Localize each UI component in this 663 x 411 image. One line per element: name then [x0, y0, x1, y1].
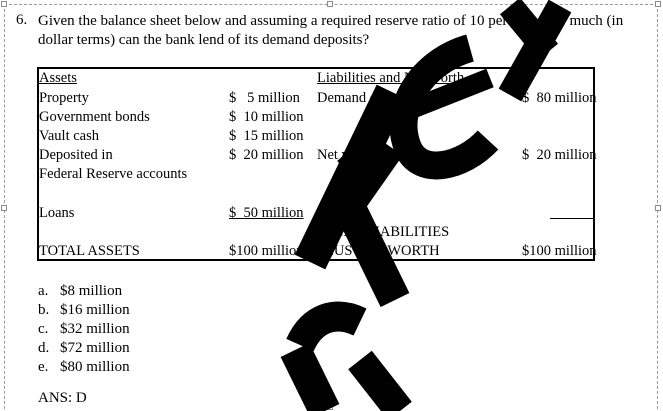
- choice-text: $16 million: [60, 302, 130, 318]
- net-worth-value: $ 20 million: [522, 147, 597, 163]
- liabilities-header: Liabilities and Net Worth: [317, 70, 465, 86]
- choice-c: [38, 321, 130, 338]
- gov-bonds-value: $ 10 million: [229, 109, 304, 125]
- resize-handle-bottom-center[interactable]: [327, 404, 333, 410]
- fed-reserve-label: Federal Reserve accounts: [39, 166, 188, 182]
- vault-cash-value: $ 15 million: [229, 128, 304, 144]
- choice-letter: e.: [38, 359, 49, 375]
- choice-letter: d.: [38, 340, 50, 356]
- choice-letter: c.: [38, 321, 49, 337]
- choice-text: $80 million: [60, 359, 130, 375]
- assets-header: Assets: [39, 70, 77, 86]
- loans-label: Loans: [39, 205, 75, 221]
- property-label: Property: [39, 90, 89, 106]
- blank-underline: [550, 218, 595, 219]
- gov-bonds-label: Government bonds: [39, 109, 150, 125]
- vault-cash-label: Vault cash: [39, 128, 99, 144]
- demand-deposits-label: Demand deposits: [317, 90, 418, 106]
- property-value: $ 5 million: [229, 90, 300, 106]
- deposited-value: $ 20 million: [229, 147, 304, 163]
- choice-letter: a.: [38, 283, 49, 299]
- total-liabilities-value: $100 million: [522, 243, 597, 259]
- resize-handle-mid-left[interactable]: [1, 205, 7, 211]
- total-assets-value: $100 million: [229, 243, 304, 259]
- total-liabilities-line2: PLUS NET WORTH: [317, 243, 440, 259]
- choice-text: $72 million: [60, 340, 130, 356]
- net-worth-label: Net worth: [317, 147, 376, 163]
- loans-value: $ 50 million: [229, 205, 304, 221]
- balance-sheet-table: [37, 67, 595, 261]
- resize-handle-mid-right[interactable]: [655, 205, 661, 211]
- resize-handle-top-right[interactable]: [655, 1, 661, 7]
- deposited-label: Deposited in: [39, 147, 113, 163]
- demand-deposits-value: $ 80 million: [522, 90, 597, 106]
- answer-line: ANS: D: [38, 390, 87, 406]
- question-text: Given the balance sheet below and assuming a required reserve ratio of 10 percent, how much (in dollar terms) can the bank lend of its demand deposits?: [38, 13, 624, 48]
- choice-text: $8 million: [60, 283, 123, 299]
- resize-handle-top-left[interactable]: [1, 1, 7, 7]
- resize-handle-top-center[interactable]: [327, 1, 333, 7]
- total-assets-label: TOTAL ASSETS: [39, 243, 140, 259]
- choice-letter: b.: [38, 302, 50, 318]
- choice-a: [38, 283, 122, 300]
- choice-text: $32 million: [60, 321, 130, 337]
- choice-e: [38, 359, 130, 376]
- choice-b: [38, 302, 130, 319]
- total-liabilities-line1: TOTAL LIABILITIES: [317, 224, 450, 240]
- question-number: 6.: [16, 12, 28, 28]
- choice-d: [38, 340, 130, 357]
